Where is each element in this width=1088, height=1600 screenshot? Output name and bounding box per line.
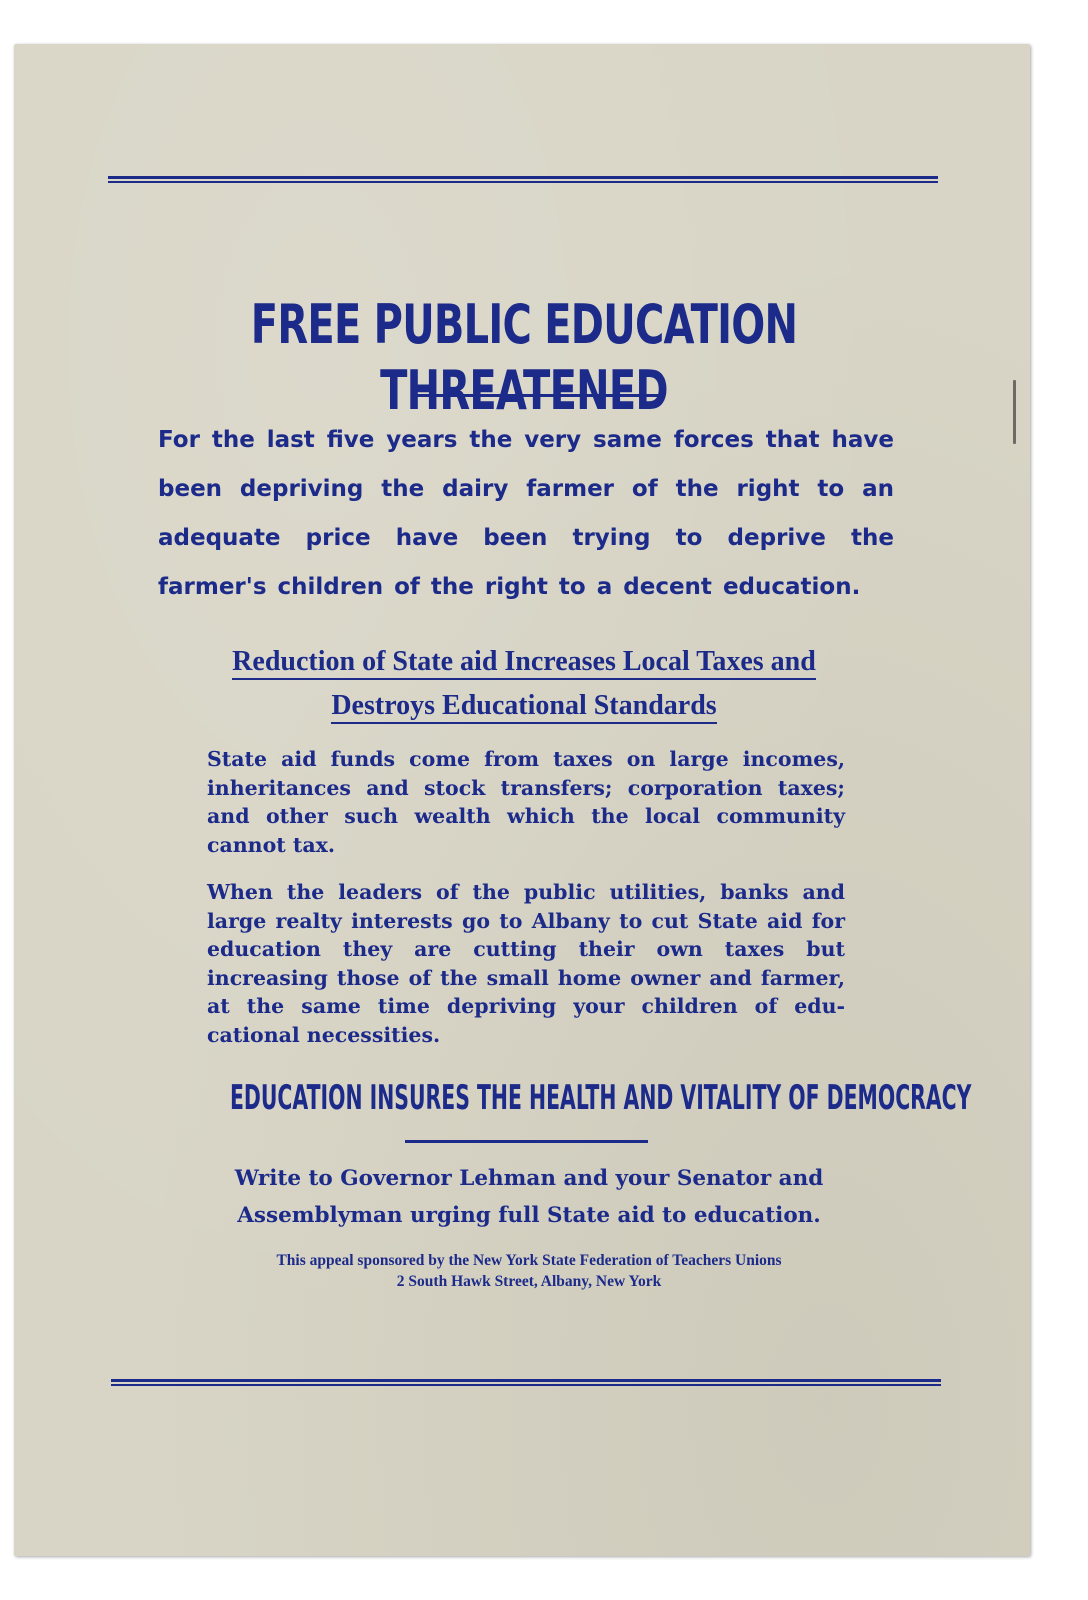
bottom-double-rule	[111, 1379, 941, 1386]
subheading	[154, 640, 894, 728]
leaders-paragraph: When the leaders of the public utilities, banks and large realty interests go to Albany to cut State aid for education they are cutting their own taxes but increasing those of the small home owner and farmer, at the same time depriving your children of edu-cational necessities.	[207, 880, 845, 1047]
call-to-action-line-2: Assemblyman urging full State aid to education.	[237, 1203, 821, 1228]
subheading-line-2: Destroys Educational Standards	[331, 690, 716, 724]
call-to-action	[164, 1160, 894, 1234]
slogan-divider	[405, 1140, 648, 1143]
page-title: FREE PUBLIC EDUCATION THREATENED	[250, 293, 798, 422]
intro-paragraph: For the last five years the very same forces that have been depriving the dairy farmer of the right to an adequate price have been trying to deprive the farmer's children of the right to a decent education.	[158, 427, 894, 600]
sponsor-line-1: This appeal sponsored by the New York State Federation of Teachers Unions	[276, 1252, 782, 1269]
call-to-action-line-1: Write to Governor Lehman and your Senator and	[234, 1166, 824, 1191]
staple-mark	[1013, 380, 1016, 444]
state-aid-paragraph: State aid funds come from taxes on large incomes, inheritances and stock transfers; corporation taxes; and other such wealth which the local community cannot tax.	[207, 747, 845, 857]
sponsor-note	[164, 1250, 894, 1292]
democracy-slogan: EDUCATION INSURES THE HEALTH AND VITALITY OF DEMOCRACY	[230, 1078, 972, 1118]
title-divider	[417, 394, 660, 397]
top-double-rule	[108, 176, 938, 183]
sponsor-address: 2 South Hawk Street, Albany, New York	[396, 1273, 662, 1290]
subheading-line-1: Reduction of State aid Increases Local Taxes and	[232, 646, 816, 680]
pamphlet-page	[14, 44, 1030, 1556]
